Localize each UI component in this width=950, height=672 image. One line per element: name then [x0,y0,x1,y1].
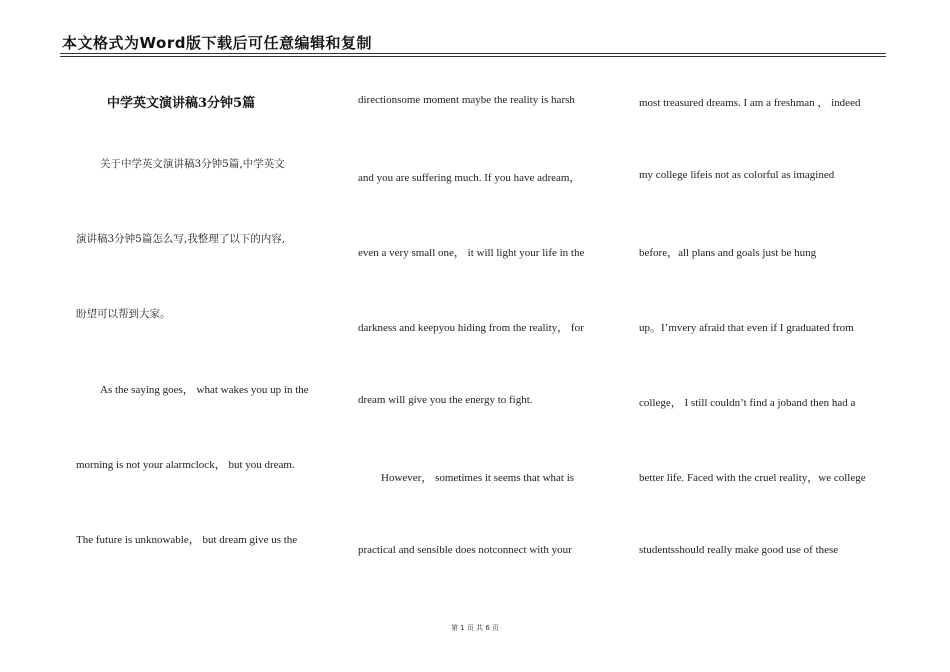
text-line: However， sometimes it seems that what is [381,472,575,484]
text-line: even a very small one， it will light your life in the [358,247,585,259]
text-line: 盼望可以帮到大家。 [76,308,171,320]
text-line: dream will give you the energy to fight. [358,394,533,406]
text-line: college， I still couldn’t find a joband then had a [639,397,856,409]
text-line: most treasured dreams. I am a freshman ， indeed [639,97,861,109]
text-line: studentsshould really make good use of these [639,544,839,556]
article-title: 中学英文演讲稿3分钟5篇 [107,96,256,111]
text-line: morning is not your alarmclock， but you dream. [76,459,295,471]
text-line: directionsome moment maybe the reality is harsh [358,94,575,106]
text-line: better life. Faced with the cruel reality，we college [639,472,866,484]
text-line: 关于中学英文演讲稿3分钟5篇,中学英文 [100,158,285,170]
text-line: As the saying goes， what wakes you up in the [100,384,309,396]
text-line: before，all plans and goals just be hung [639,247,817,259]
header-rule-top [60,53,886,54]
page-footer: 第 1 页 共 6 页 [450,624,500,632]
text-line: darkness and keepyou hiding from the reality， for [358,322,584,334]
page-header: 本文格式为Word版下载后可任意编辑和复制 [62,34,372,52]
header-rule-bottom [60,56,886,57]
text-line: 演讲稿3分钟5篇怎么写,我整理了以下的内容, [76,233,286,245]
text-line: up。I’mvery afraid that even if I graduated from [639,322,854,334]
text-line: my college lifeis not as colorful as imagined [639,169,835,181]
text-line: The future is unknowable， but dream give us the [76,534,298,546]
text-line: practical and sensible does notconnect with your [358,544,572,556]
text-line: and you are suffering much. If you have adream， [358,172,581,184]
